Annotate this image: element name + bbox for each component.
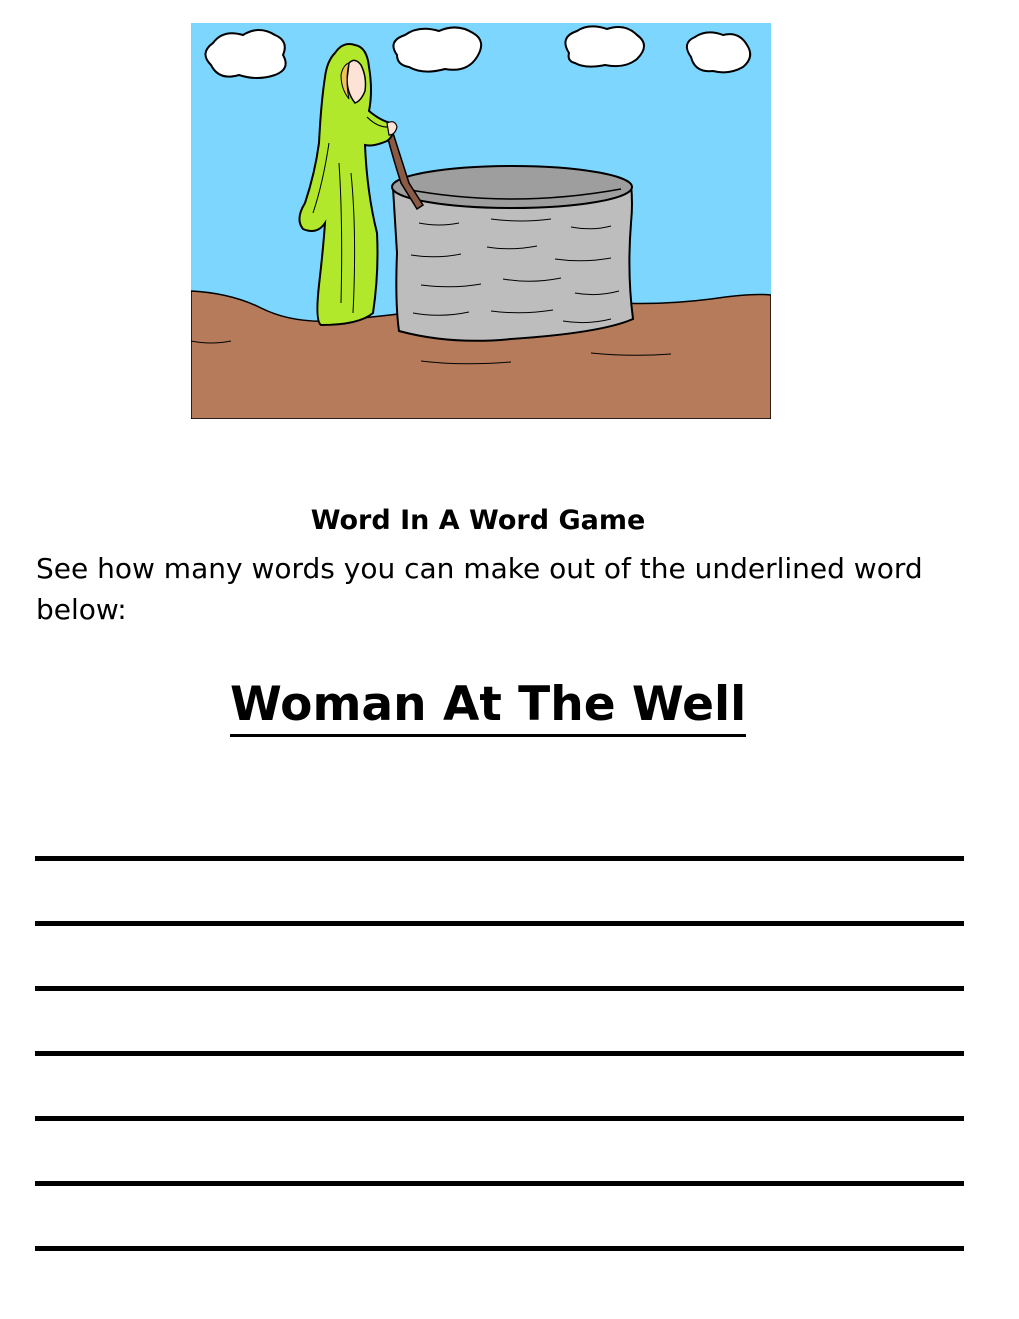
answer-line[interactable] bbox=[35, 986, 964, 991]
game-title: Word In A Word Game bbox=[310, 505, 646, 536]
answer-line[interactable] bbox=[35, 856, 964, 861]
cloud-icon bbox=[393, 27, 481, 71]
cloud-icon bbox=[687, 32, 750, 72]
answer-lines bbox=[35, 856, 964, 1311]
target-word: Woman At The Well bbox=[230, 676, 746, 737]
answer-line[interactable] bbox=[35, 1181, 964, 1186]
cloud-icon bbox=[205, 30, 285, 78]
answer-line[interactable] bbox=[35, 1246, 964, 1251]
woman-at-well-illustration bbox=[191, 23, 771, 419]
cloud-icon bbox=[565, 26, 644, 66]
illustration-canvas bbox=[191, 23, 771, 419]
answer-line[interactable] bbox=[35, 1116, 964, 1121]
answer-line[interactable] bbox=[35, 921, 964, 926]
instructions-text: See how many words you can make out of the underlined word below: bbox=[36, 552, 923, 626]
well bbox=[392, 166, 633, 341]
answer-line[interactable] bbox=[35, 1051, 964, 1056]
